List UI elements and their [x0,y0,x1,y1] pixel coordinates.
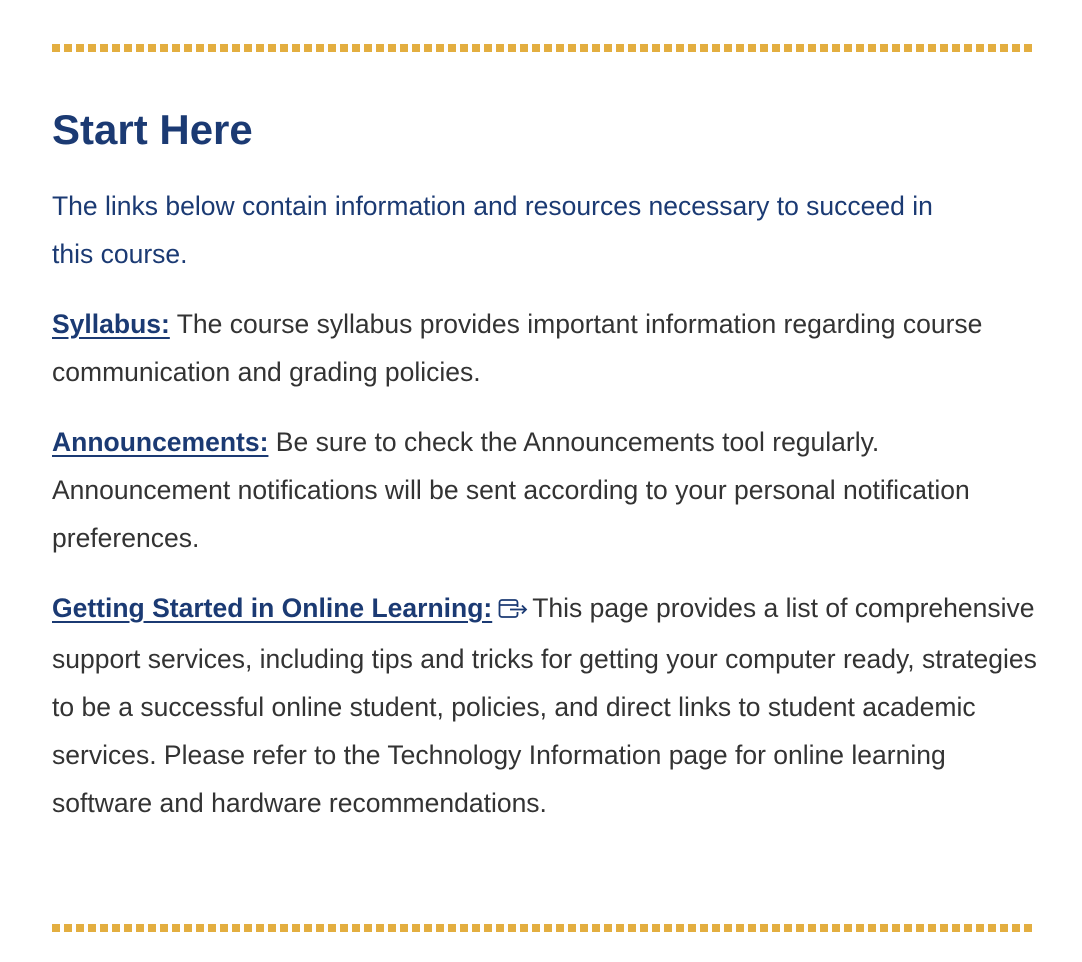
getting-started-section [52,584,1042,827]
bottom-dotted-divider [52,924,1032,932]
top-dotted-divider [52,44,1032,52]
getting-started-description: This page provides a list of comprehensive support services, including tips and tricks for getting your computer ready, strategies to be a successful online student, policies, and direct links to student academic services. Please refer to the Technology Information page for online learning software and hardware recommendations. [52,593,1037,818]
announcements-description: Be sure to check the Announcements tool regularly. Announcement notifications will be sent according to your personal notification preferences. [52,427,970,553]
external-link-icon[interactable] [498,587,528,635]
getting-started-link[interactable]: Getting Started in Online Learning: [52,593,493,623]
syllabus-link[interactable]: Syllabus: [52,309,170,339]
intro-text: The links below contain information and resources necessary to succeed in this course. [52,191,933,269]
start-here-content [52,100,1042,827]
announcements-section [52,418,1042,562]
syllabus-section [52,300,1042,396]
announcements-link[interactable]: Announcements: [52,427,269,457]
page-title: Start Here [52,106,253,153]
syllabus-description: The course syllabus provides important information regarding course communication and grading policies. [52,309,983,387]
